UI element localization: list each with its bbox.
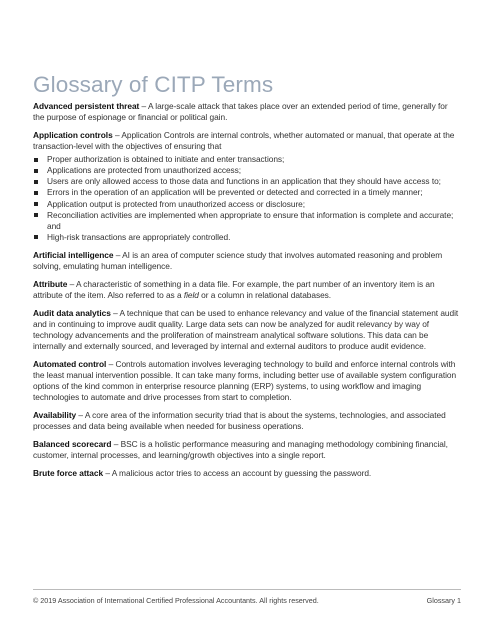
- definition-text: or a column in relational databases.: [198, 290, 332, 300]
- definition-text: A characteristic of something in a data file. For example, the part number of an inventory item is an attribute of the item. Also referred to as a: [33, 278, 435, 300]
- entry-separator: –: [67, 278, 76, 289]
- entry-separator: –: [112, 129, 122, 140]
- list-item: High-risk transactions are appropriately controlled.: [33, 232, 461, 243]
- entry-definition: Controls automation involves leveraging technology to build and enforce internal controls with the least manual intervention possible. It can take many forms, including better use of available system configuration options of the kind common in enterprise resource planning (ERP) systems, to using workflow and imaging technologies to automate and drive processes from start to completion.: [33, 359, 457, 403]
- glossary-entry: [33, 410, 461, 432]
- entry-term: Automated control: [33, 359, 107, 370]
- entry-term: Balanced scorecard: [33, 439, 112, 450]
- entry-term: Attribute: [33, 278, 68, 289]
- entry-definition: A large-scale attack that takes place over an extended period of time, generally for the purpose of espionage or financial or political gain.: [33, 101, 448, 123]
- entry-term: Audit data analytics: [33, 307, 111, 318]
- entry-definition: A technique that can be used to enhance relevancy and value of the financial statement audit and in continuing to improve audit quality. Large data sets can now be analyzed for audit relevancy by way of technology advancements and the proliferation of mainstream analytical software solutions. This data can be internally and externally sourced, and leveraged by internal and external auditors to produce audit evidence.: [33, 307, 459, 352]
- entry-separator: –: [111, 439, 121, 450]
- glossary-entry: [33, 359, 461, 403]
- entry-separator: –: [106, 359, 116, 370]
- entry-term: Advanced persistent threat: [33, 101, 140, 111]
- glossary-content: [33, 101, 461, 486]
- glossary-entry: [33, 439, 461, 461]
- entry-separator: –: [139, 101, 148, 111]
- glossary-entry: [33, 308, 461, 352]
- list-item: Users are only allowed access to those data and functions in an application that they should have access to;: [33, 176, 461, 187]
- entry-separator: –: [103, 468, 112, 479]
- entry-definition: A core area of the information security triad that is about the systems, technologies, and associated processes and data being available when needed for business operations.: [33, 410, 446, 432]
- objectives-list: [33, 154, 461, 243]
- glossary-entry: [33, 468, 461, 479]
- list-item: Reconciliation activities are implemented when appropriate to ensure that information is complete and accurate; and: [33, 210, 461, 232]
- footer-divider: [33, 589, 461, 590]
- footer-copyright: © 2019 Association of International Certified Professional Accountants. All rights reserved.: [33, 596, 319, 605]
- entry-term: Application controls: [33, 129, 113, 140]
- glossary-entry: [33, 130, 461, 152]
- list-item: Proper authorization is obtained to initiate and enter transactions;: [33, 154, 461, 165]
- entry-definition: BSC is a holistic performance measuring and managing methodology combining financial, customer, internal processes, and learning/growth objectives into a single report.: [33, 439, 448, 461]
- list-item: Application output is protected from unauthorized access or disclosure;: [33, 199, 461, 210]
- entry-separator: –: [113, 249, 123, 260]
- list-item: Applications are protected from unauthorized access;: [33, 165, 461, 176]
- entry-separator: –: [110, 307, 120, 318]
- entry-separator: –: [76, 410, 85, 421]
- entry-definition: A malicious actor tries to access an account by guessing the password.: [111, 468, 372, 479]
- footer-page-label: Glossary 1: [426, 596, 461, 605]
- list-item: Errors in the operation of an application will be prevented or detected and corrected in a timely manner;: [33, 187, 461, 198]
- page-title: Glossary of CITP Terms: [33, 72, 274, 97]
- entry-definition: Application Controls are internal controls, whether automated or manual, that operate at the transaction-level with the objectives of ensuring that: [33, 129, 455, 152]
- glossary-entry: [33, 101, 461, 123]
- glossary-entry: [33, 250, 461, 272]
- entry-definition: AI is an area of computer science study that involves automated reasoning and problem solving, emulating human intelligence.: [33, 249, 443, 272]
- entry-definition: [33, 279, 435, 300]
- entry-term: Brute force attack: [33, 468, 104, 479]
- glossary-entry: [33, 279, 461, 301]
- entry-term: Availability: [33, 410, 77, 421]
- definition-emphasis: field: [183, 290, 199, 300]
- entry-term: Artificial intelligence: [33, 249, 114, 260]
